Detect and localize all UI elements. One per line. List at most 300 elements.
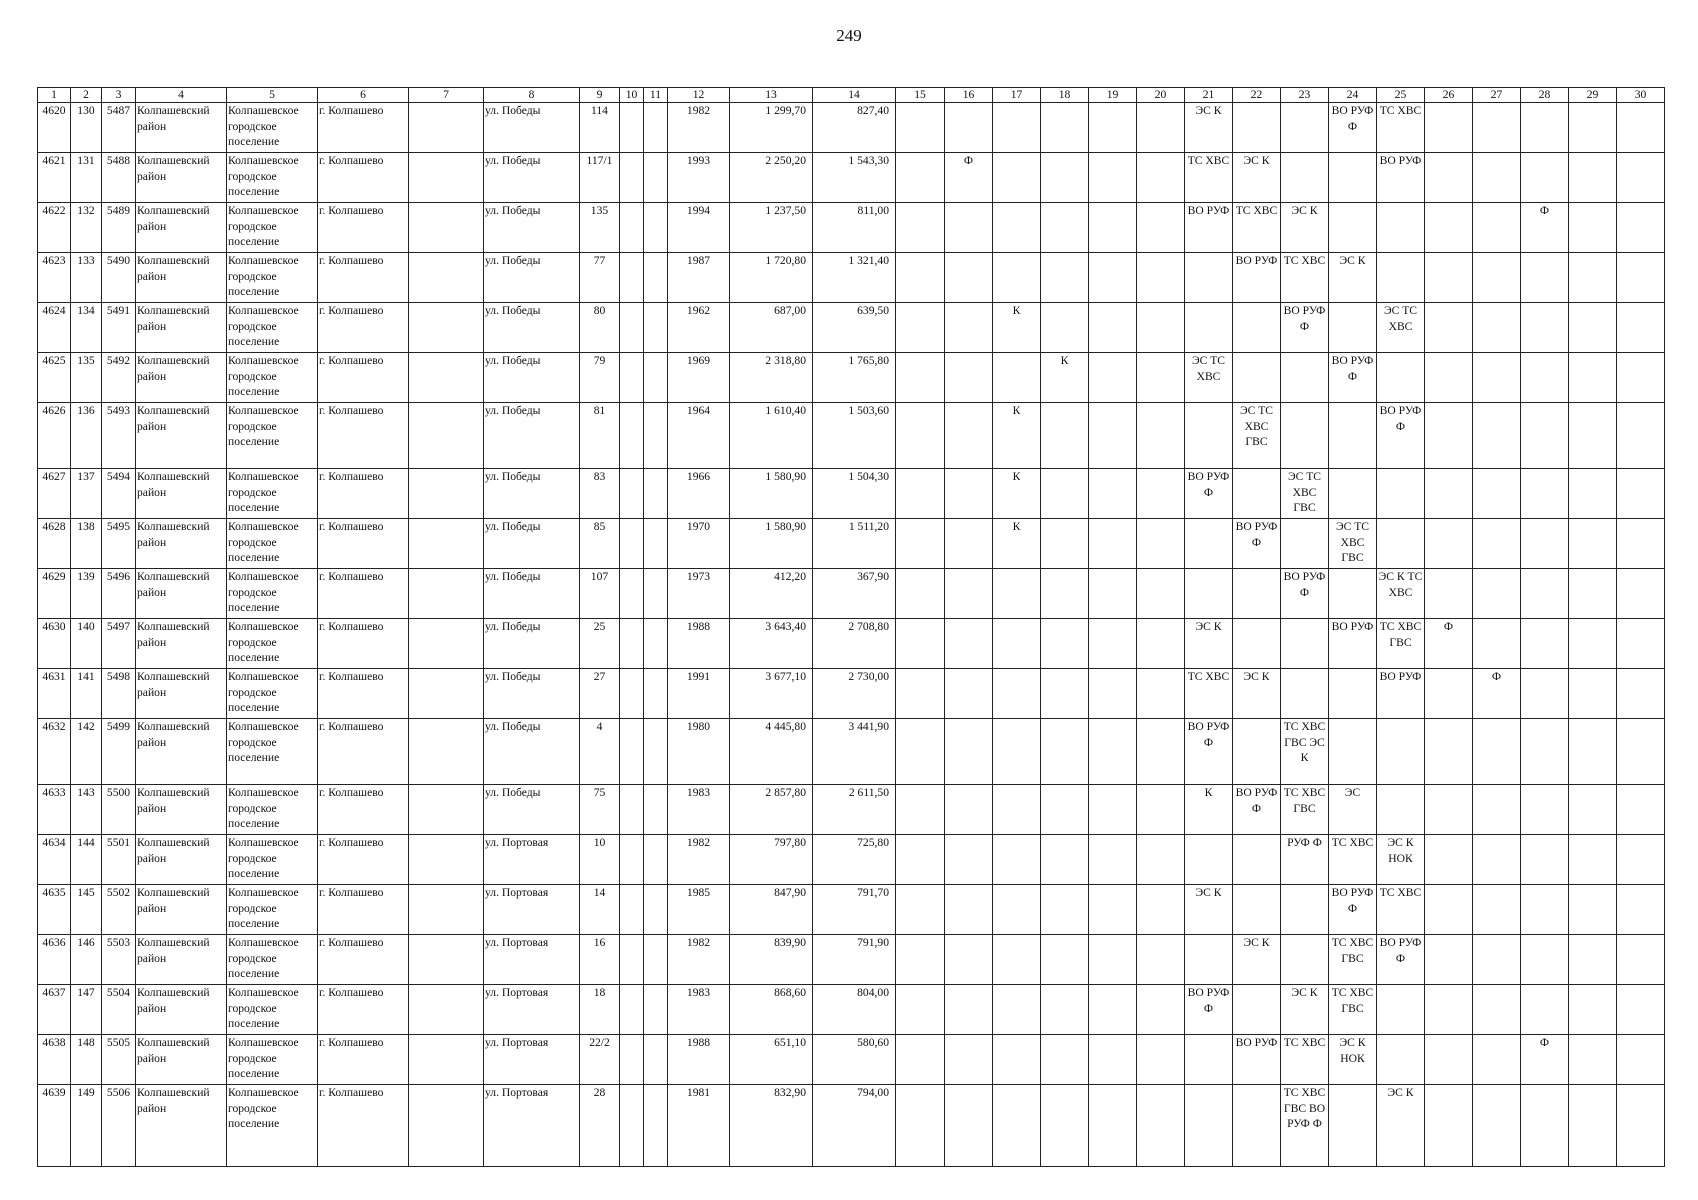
- cell-col-15: [896, 153, 945, 203]
- cell-col-16: [945, 353, 993, 403]
- cell-col-29: [1569, 103, 1617, 153]
- table-row: [38, 253, 1665, 303]
- cell-col-22: [1233, 353, 1281, 403]
- column-header-17: 17: [993, 88, 1041, 103]
- cell-col-18: [1041, 103, 1089, 153]
- cell-col-7: [409, 153, 484, 203]
- cell-col-18: К: [1041, 353, 1089, 403]
- cell-col-15: [896, 835, 945, 885]
- cell-col-22: [1233, 303, 1281, 353]
- cell-col-25: ЭС К ТС ХВС: [1377, 569, 1425, 619]
- column-header-22: 22: [1233, 88, 1281, 103]
- cell-col-22: [1233, 835, 1281, 885]
- cell-col-29: [1569, 253, 1617, 303]
- cell-col-18: [1041, 719, 1089, 785]
- cell-col-12: 1964: [668, 403, 730, 469]
- cell-col-11: [644, 569, 668, 619]
- cell-col-5: Колпашевское городское поселение: [227, 303, 318, 353]
- column-header-10: 10: [620, 88, 644, 103]
- cell-col-22: ТС ХВС: [1233, 203, 1281, 253]
- cell-col-15: [896, 619, 945, 669]
- cell-col-7: [409, 519, 484, 569]
- cell-col-29: [1569, 669, 1617, 719]
- cell-col-21: ВО РУФ Ф: [1185, 719, 1233, 785]
- cell-col-8: ул. Победы: [484, 519, 580, 569]
- cell-col-10: [620, 353, 644, 403]
- cell-col-16: Ф: [945, 153, 993, 203]
- cell-col-15: [896, 985, 945, 1035]
- cell-col-11: [644, 619, 668, 669]
- cell-col-12: 1985: [668, 885, 730, 935]
- cell-col-16: [945, 619, 993, 669]
- cell-col-16: [945, 835, 993, 885]
- cell-col-4: Колпашевский район: [136, 403, 227, 469]
- cell-col-10: [620, 669, 644, 719]
- cell-col-19: [1089, 885, 1137, 935]
- cell-col-3: 5499: [102, 719, 136, 785]
- cell-col-1: 4630: [38, 619, 71, 669]
- column-header-6: 6: [318, 88, 409, 103]
- cell-col-25: [1377, 253, 1425, 303]
- cell-col-9: 28: [580, 1085, 620, 1167]
- cell-col-24: [1329, 403, 1377, 469]
- cell-col-11: [644, 985, 668, 1035]
- cell-col-10: [620, 569, 644, 619]
- cell-col-29: [1569, 303, 1617, 353]
- cell-col-9: 85: [580, 519, 620, 569]
- cell-col-25: ТС ХВС ГВС: [1377, 619, 1425, 669]
- cell-col-19: [1089, 403, 1137, 469]
- cell-col-19: [1089, 303, 1137, 353]
- cell-col-16: [945, 719, 993, 785]
- cell-col-16: [945, 519, 993, 569]
- cell-col-4: Колпашевский район: [136, 669, 227, 719]
- cell-col-1: 4639: [38, 1085, 71, 1167]
- cell-col-3: 5500: [102, 785, 136, 835]
- cell-col-12: 1994: [668, 203, 730, 253]
- cell-col-17: [993, 669, 1041, 719]
- cell-col-15: [896, 935, 945, 985]
- cell-col-9: 22/2: [580, 1035, 620, 1085]
- cell-col-3: 5496: [102, 569, 136, 619]
- table-row: [38, 669, 1665, 719]
- cell-col-22: ВО РУФ Ф: [1233, 785, 1281, 835]
- cell-col-8: ул. Победы: [484, 785, 580, 835]
- cell-col-25: ЭС К: [1377, 1085, 1425, 1167]
- cell-col-11: [644, 669, 668, 719]
- cell-col-1: 4632: [38, 719, 71, 785]
- cell-col-19: [1089, 519, 1137, 569]
- cell-col-15: [896, 1085, 945, 1167]
- cell-col-11: [644, 519, 668, 569]
- cell-col-27: [1473, 1085, 1521, 1167]
- cell-col-21: [1185, 303, 1233, 353]
- cell-col-1: 4637: [38, 985, 71, 1035]
- cell-col-2: 139: [71, 569, 102, 619]
- cell-col-4: Колпашевский район: [136, 619, 227, 669]
- cell-col-16: [945, 669, 993, 719]
- cell-col-30: [1617, 619, 1665, 669]
- cell-col-23: ТС ХВС: [1281, 253, 1329, 303]
- cell-col-25: ТС ХВС: [1377, 103, 1425, 153]
- cell-col-14: 1 321,40: [813, 253, 896, 303]
- cell-col-4: Колпашевский район: [136, 885, 227, 935]
- cell-col-21: ЭС К: [1185, 885, 1233, 935]
- cell-col-2: 132: [71, 203, 102, 253]
- cell-col-23: ЭС К: [1281, 985, 1329, 1035]
- cell-col-27: [1473, 885, 1521, 935]
- cell-col-18: [1041, 569, 1089, 619]
- cell-col-16: [945, 1085, 993, 1167]
- cell-col-5: Колпашевское городское поселение: [227, 103, 318, 153]
- cell-col-3: 5490: [102, 253, 136, 303]
- table-row: [38, 353, 1665, 403]
- cell-col-24: ВО РУФ: [1329, 619, 1377, 669]
- cell-col-20: [1137, 1035, 1185, 1085]
- cell-col-21: [1185, 253, 1233, 303]
- table-body: [38, 103, 1665, 1167]
- cell-col-16: [945, 935, 993, 985]
- cell-col-4: Колпашевский район: [136, 835, 227, 885]
- cell-col-6: г. Колпашево: [318, 353, 409, 403]
- cell-col-24: [1329, 153, 1377, 203]
- cell-col-23: [1281, 403, 1329, 469]
- cell-col-2: 147: [71, 985, 102, 1035]
- column-header-25: 25: [1377, 88, 1425, 103]
- cell-col-25: [1377, 203, 1425, 253]
- cell-col-6: г. Колпашево: [318, 569, 409, 619]
- cell-col-1: 4625: [38, 353, 71, 403]
- cell-col-3: 5488: [102, 153, 136, 203]
- cell-col-20: [1137, 619, 1185, 669]
- cell-col-24: [1329, 303, 1377, 353]
- cell-col-6: г. Колпашево: [318, 669, 409, 719]
- cell-col-12: 1969: [668, 353, 730, 403]
- cell-col-15: [896, 885, 945, 935]
- cell-col-19: [1089, 253, 1137, 303]
- cell-col-25: [1377, 353, 1425, 403]
- cell-col-21: К: [1185, 785, 1233, 835]
- cell-col-20: [1137, 353, 1185, 403]
- cell-col-27: [1473, 203, 1521, 253]
- cell-col-4: Колпашевский район: [136, 519, 227, 569]
- cell-col-21: ТС ХВС: [1185, 153, 1233, 203]
- cell-col-2: 133: [71, 253, 102, 303]
- cell-col-10: [620, 519, 644, 569]
- cell-col-2: 138: [71, 519, 102, 569]
- cell-col-4: Колпашевский район: [136, 935, 227, 985]
- cell-col-26: Ф: [1425, 619, 1473, 669]
- cell-col-2: 130: [71, 103, 102, 153]
- cell-col-17: [993, 719, 1041, 785]
- cell-col-3: 5505: [102, 1035, 136, 1085]
- cell-col-8: ул. Победы: [484, 669, 580, 719]
- page-number: 249: [836, 26, 862, 45]
- cell-col-9: 117/1: [580, 153, 620, 203]
- cell-col-12: 1983: [668, 985, 730, 1035]
- cell-col-26: [1425, 469, 1473, 519]
- cell-col-25: ВО РУФ: [1377, 153, 1425, 203]
- cell-col-2: 146: [71, 935, 102, 985]
- table-row: [38, 1085, 1665, 1167]
- cell-col-10: [620, 835, 644, 885]
- cell-col-8: ул. Портовая: [484, 835, 580, 885]
- cell-col-16: [945, 303, 993, 353]
- cell-col-28: [1521, 469, 1569, 519]
- cell-col-24: ТС ХВС ГВС: [1329, 985, 1377, 1035]
- cell-col-26: [1425, 885, 1473, 935]
- cell-col-27: [1473, 353, 1521, 403]
- cell-col-12: 1993: [668, 153, 730, 203]
- cell-col-6: г. Колпашево: [318, 1035, 409, 1085]
- column-header-1: 1: [38, 88, 71, 103]
- cell-col-8: ул. Победы: [484, 469, 580, 519]
- cell-col-9: 10: [580, 835, 620, 885]
- cell-col-6: г. Колпашево: [318, 103, 409, 153]
- cell-col-16: [945, 885, 993, 935]
- cell-col-30: [1617, 1035, 1665, 1085]
- cell-col-11: [644, 253, 668, 303]
- cell-col-9: 25: [580, 619, 620, 669]
- cell-col-8: ул. Портовая: [484, 1035, 580, 1085]
- cell-col-18: [1041, 985, 1089, 1035]
- cell-col-20: [1137, 153, 1185, 203]
- cell-col-14: 2 730,00: [813, 669, 896, 719]
- cell-col-18: [1041, 403, 1089, 469]
- cell-col-18: [1041, 885, 1089, 935]
- cell-col-24: ЭС К НОК: [1329, 1035, 1377, 1085]
- cell-col-22: ВО РУФ: [1233, 1035, 1281, 1085]
- cell-col-22: ЭС К: [1233, 935, 1281, 985]
- cell-col-18: [1041, 835, 1089, 885]
- cell-col-19: [1089, 1035, 1137, 1085]
- cell-col-14: 791,90: [813, 935, 896, 985]
- cell-col-6: г. Колпашево: [318, 985, 409, 1035]
- cell-col-5: Колпашевское городское поселение: [227, 469, 318, 519]
- cell-col-1: 4622: [38, 203, 71, 253]
- cell-col-14: 639,50: [813, 303, 896, 353]
- cell-col-20: [1137, 203, 1185, 253]
- cell-col-6: г. Колпашево: [318, 153, 409, 203]
- cell-col-9: 135: [580, 203, 620, 253]
- cell-col-7: [409, 103, 484, 153]
- cell-col-12: 1966: [668, 469, 730, 519]
- cell-col-22: [1233, 569, 1281, 619]
- cell-col-1: 4624: [38, 303, 71, 353]
- cell-col-30: [1617, 303, 1665, 353]
- column-header-11: 11: [644, 88, 668, 103]
- cell-col-22: [1233, 103, 1281, 153]
- cell-col-7: [409, 885, 484, 935]
- cell-col-21: ВО РУФ Ф: [1185, 469, 1233, 519]
- cell-col-2: 142: [71, 719, 102, 785]
- cell-col-30: [1617, 253, 1665, 303]
- cell-col-3: 5502: [102, 885, 136, 935]
- table-row: [38, 1035, 1665, 1085]
- cell-col-23: [1281, 153, 1329, 203]
- cell-col-1: 4638: [38, 1035, 71, 1085]
- cell-col-27: [1473, 403, 1521, 469]
- cell-col-14: 1 511,20: [813, 519, 896, 569]
- cell-col-11: [644, 303, 668, 353]
- cell-col-5: Колпашевское городское поселение: [227, 835, 318, 885]
- cell-col-2: 141: [71, 669, 102, 719]
- column-header-28: 28: [1521, 88, 1569, 103]
- cell-col-21: ЭС К: [1185, 619, 1233, 669]
- cell-col-24: ТС ХВС ГВС: [1329, 935, 1377, 985]
- cell-col-20: [1137, 403, 1185, 469]
- cell-col-7: [409, 303, 484, 353]
- column-header-26: 26: [1425, 88, 1473, 103]
- cell-col-1: 4634: [38, 835, 71, 885]
- cell-col-19: [1089, 203, 1137, 253]
- cell-col-12: 1981: [668, 1085, 730, 1167]
- cell-col-12: 1982: [668, 835, 730, 885]
- cell-col-24: ВО РУФ Ф: [1329, 885, 1377, 935]
- cell-col-15: [896, 785, 945, 835]
- cell-col-20: [1137, 569, 1185, 619]
- cell-col-1: 4636: [38, 935, 71, 985]
- cell-col-18: [1041, 519, 1089, 569]
- cell-col-17: [993, 985, 1041, 1035]
- cell-col-7: [409, 619, 484, 669]
- cell-col-11: [644, 153, 668, 203]
- cell-col-15: [896, 719, 945, 785]
- table-row: [38, 569, 1665, 619]
- cell-col-20: [1137, 103, 1185, 153]
- cell-col-30: [1617, 719, 1665, 785]
- cell-col-25: ЭС ТС ХВС: [1377, 303, 1425, 353]
- cell-col-13: 651,10: [730, 1035, 813, 1085]
- cell-col-3: 5493: [102, 403, 136, 469]
- cell-col-15: [896, 303, 945, 353]
- cell-col-28: [1521, 519, 1569, 569]
- cell-col-26: [1425, 1035, 1473, 1085]
- cell-col-7: [409, 253, 484, 303]
- cell-col-17: К: [993, 403, 1041, 469]
- cell-col-14: 791,70: [813, 885, 896, 935]
- cell-col-2: 135: [71, 353, 102, 403]
- cell-col-18: [1041, 619, 1089, 669]
- cell-col-11: [644, 1085, 668, 1167]
- column-header-23: 23: [1281, 88, 1329, 103]
- cell-col-13: 868,60: [730, 985, 813, 1035]
- cell-col-11: [644, 469, 668, 519]
- cell-col-24: ЭС К: [1329, 253, 1377, 303]
- cell-col-23: ВО РУФ Ф: [1281, 303, 1329, 353]
- cell-col-1: 4633: [38, 785, 71, 835]
- cell-col-24: [1329, 469, 1377, 519]
- column-header-7: 7: [409, 88, 484, 103]
- cell-col-23: [1281, 669, 1329, 719]
- cell-col-11: [644, 885, 668, 935]
- cell-col-28: [1521, 403, 1569, 469]
- cell-col-2: 137: [71, 469, 102, 519]
- cell-col-25: ВО РУФ Ф: [1377, 935, 1425, 985]
- cell-col-9: 4: [580, 719, 620, 785]
- cell-col-17: К: [993, 303, 1041, 353]
- cell-col-3: 5506: [102, 1085, 136, 1167]
- column-header-3: 3: [102, 88, 136, 103]
- cell-col-14: 1 765,80: [813, 353, 896, 403]
- column-header-9: 9: [580, 88, 620, 103]
- cell-col-25: [1377, 1035, 1425, 1085]
- cell-col-8: ул. Победы: [484, 153, 580, 203]
- column-header-16: 16: [945, 88, 993, 103]
- cell-col-5: Колпашевское городское поселение: [227, 519, 318, 569]
- cell-col-29: [1569, 935, 1617, 985]
- cell-col-30: [1617, 885, 1665, 935]
- cell-col-22: [1233, 619, 1281, 669]
- cell-col-4: Колпашевский район: [136, 303, 227, 353]
- cell-col-6: г. Колпашево: [318, 785, 409, 835]
- table-row: [38, 785, 1665, 835]
- cell-col-10: [620, 403, 644, 469]
- cell-col-27: [1473, 985, 1521, 1035]
- cell-col-30: [1617, 469, 1665, 519]
- cell-col-27: [1473, 935, 1521, 985]
- cell-col-20: [1137, 985, 1185, 1035]
- cell-col-15: [896, 403, 945, 469]
- table-row: [38, 203, 1665, 253]
- cell-col-12: 1988: [668, 619, 730, 669]
- cell-col-29: [1569, 519, 1617, 569]
- cell-col-28: [1521, 985, 1569, 1035]
- cell-col-13: 1 720,80: [730, 253, 813, 303]
- cell-col-30: [1617, 103, 1665, 153]
- cell-col-26: [1425, 203, 1473, 253]
- cell-col-13: 839,90: [730, 935, 813, 985]
- cell-col-26: [1425, 153, 1473, 203]
- cell-col-28: [1521, 303, 1569, 353]
- cell-col-7: [409, 719, 484, 785]
- cell-col-24: [1329, 569, 1377, 619]
- cell-col-5: Колпашевское городское поселение: [227, 719, 318, 785]
- cell-col-15: [896, 203, 945, 253]
- cell-col-8: ул. Победы: [484, 303, 580, 353]
- column-header-21: 21: [1185, 88, 1233, 103]
- cell-col-13: 1 610,40: [730, 403, 813, 469]
- cell-col-17: [993, 253, 1041, 303]
- cell-col-21: [1185, 835, 1233, 885]
- table-row: [38, 403, 1665, 469]
- cell-col-22: [1233, 719, 1281, 785]
- cell-col-16: [945, 1035, 993, 1085]
- cell-col-26: [1425, 719, 1473, 785]
- cell-col-11: [644, 1035, 668, 1085]
- cell-col-14: 811,00: [813, 203, 896, 253]
- cell-col-26: [1425, 253, 1473, 303]
- cell-col-30: [1617, 1085, 1665, 1167]
- cell-col-15: [896, 1035, 945, 1085]
- cell-col-28: Ф: [1521, 203, 1569, 253]
- cell-col-14: 1 503,60: [813, 403, 896, 469]
- cell-col-18: [1041, 785, 1089, 835]
- cell-col-17: [993, 153, 1041, 203]
- cell-col-3: 5492: [102, 353, 136, 403]
- cell-col-6: г. Колпашево: [318, 469, 409, 519]
- cell-col-13: 1 580,90: [730, 519, 813, 569]
- cell-col-18: [1041, 1085, 1089, 1167]
- cell-col-7: [409, 835, 484, 885]
- cell-col-11: [644, 719, 668, 785]
- cell-col-9: 77: [580, 253, 620, 303]
- cell-col-19: [1089, 935, 1137, 985]
- cell-col-7: [409, 469, 484, 519]
- cell-col-26: [1425, 785, 1473, 835]
- cell-col-19: [1089, 353, 1137, 403]
- cell-col-17: [993, 1085, 1041, 1167]
